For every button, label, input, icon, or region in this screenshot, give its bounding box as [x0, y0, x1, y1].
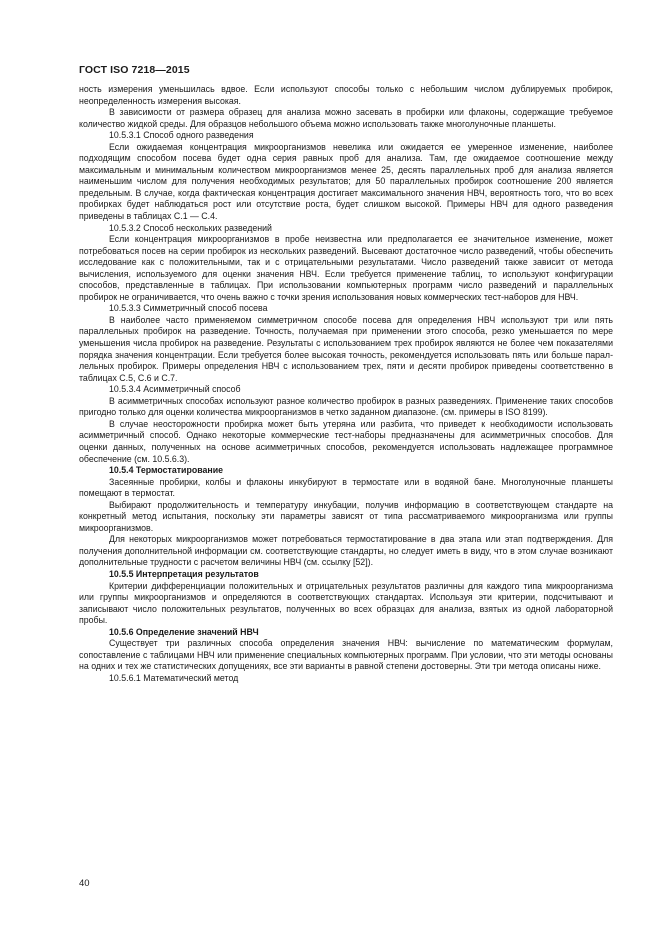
paragraph: Для некоторых микроорганизмов может потребоваться термостатирование в два этапа или этап подтверждения. Для получения дополнительной информации см. соответствующие стандарты, но следует иметь в виду, что в этом случае возникают дополнительные трудности с расчетом величины НВЧ (см. ссылку [52]).	[79, 534, 613, 568]
page-body	[79, 84, 613, 684]
paragraph: 10.5.6.1 Математический метод	[109, 672, 239, 683]
section-heading: 10.5.4 Термостатирование	[109, 465, 223, 476]
paragraph: 10.5.3.3 Симметричный способ посева	[109, 303, 268, 314]
paragraph: Если концентрация микроорганизмов в пробе неизвестна или предполагается ее значительное изменение, может потребоваться посев на серии пробирок из нескольких разведений. Высевают достаточное число разведений, чтобы обеспечить исследование как с положительными, так и с отрицательными результатами. Число разведений также зависит от метода вычисления, используемого для оценки значения НВЧ. Если требуется применение таблиц, то используют конфигурации способов, представленные в таблицах. При использовании компьютерных программ число разведений и параллельных пробирок не ограничивается, что очень важно с точки зрения использования новых коммерческих тест-наборов для НВЧ.	[79, 234, 613, 302]
page-header: ГОСТ ISO 7218—2015	[79, 64, 190, 76]
page-number: 40	[79, 878, 90, 889]
paragraph: Критерии дифференциации положительных и отрицательных результатов различны для каждого типа микроорганизма или группы микроорганизмов и определяются в соответствующих стандартах. Используя эти критерии, подсчитывают и записывают число положительных результатов, полученных во всех образцах для анализа, взятых из одной лабораторной пробы.	[79, 580, 613, 626]
paragraph: Засеянные пробирки, колбы и флаконы инкубируют в термостате или в водяной бане. Многолуночные планшеты помещают в термостат.	[79, 476, 613, 499]
paragraph: ность измерения уменьшилась вдвое. Если используют способы только с небольшим числом дублируемых пробирок, неопределенность измерения высокая.	[79, 84, 613, 106]
paragraph: В случае неосторожности пробирка может быть утеряна или разбита, что приведет к необходимости использовать асимметричный способ. Однако некоторые коммерческие тест-наборы предназначены для асимметричных способов. Для оценки данных, полученных на основе асимметричных способов, рекомендуется использовать надлежащее программное обеспечение (см. 10.5.6.3).	[79, 418, 613, 464]
paragraph: Выбирают продолжительность и температуру инкубации, получив информацию в соответствующем стандарте на конкретный метод испытания, поскольку эти параметры зависят от типа рассматриваемого микроорганизма или группы микроорганизмов.	[79, 499, 613, 533]
paragraph: В зависимости от размера образец для анализа можно засевать в пробирки или флаконы, содержащие требуемое количество жидкой среды. Для образцов небольшого объема можно использовать также многолуночные планшеты.	[79, 107, 613, 129]
paragraph: 10.5.3.1 Способ одного разведения	[109, 130, 254, 141]
paragraph: 10.5.3.2 Способ нескольких разведений	[109, 222, 272, 233]
section-heading: 10.5.5 Интерпретация результатов	[109, 568, 259, 579]
paragraph: В наиболее часто применяемом симметричном способе посева для определения НВЧ используют три или пять параллельных пробирок на разведение. Точность, получаемая при применении этого способа, резко уменьшается по мере уменьшения числа пробирок на разведение. Результаты с использованием трех пробирок являются не более чем показателями порядка значения концентрации. Если требуется более высокая точность, рекомендуется использовать пять или больше параллельных пробирок. Примеры определения НВЧ с использованием трех, пяти и десяти пробирок приведены соответственно в таблицах С.5, С.6 и С.7.	[79, 314, 613, 383]
paragraph: В асимметричных способах используют разное количество пробирок в разных разведениях. Применение таких способов пригодно только для оценки количества микроорганизмов в четко заданном диапазоне. (см. примеры в ISO 8199).	[79, 395, 613, 418]
paragraph: Существует три различных способа определения значения НВЧ: вычисление по математическим формулам, сопоставление с таблицами НВЧ или применение специальных компьютерных программ. При условии, что эти методы основаны на одних и тех же статистических допущениях, все эти варианты в равной степени достоверны. Эти три метода описаны ниже.	[79, 638, 613, 672]
section-heading: 10.5.6 Определение значений НВЧ	[109, 626, 259, 637]
paragraph: 10.5.3.4 Асимметричный способ	[109, 384, 241, 395]
paragraph: Если ожидаемая концентрация микроорганизмов невелика или ожидается ее умеренное изменение, наиболее подходящим способом посева будет одна серия равных проб для анализа. Там, где ожидаемое соотношение между максимальным и минимальным количеством микроорганизмов менее 25, десять параллельных проб для анализа является наименьшим числом для получения необходимых результатов; для 50 параллельных пробирок соотношение 200 является предельным. В случае, когда фактическая концентрация достигает максимального значения НВЧ, вероятность того, что во всех пробирках будет наблюдаться рост или отсутствие роста, будет слишком высокой. Примеры НВЧ для одного разведения приведены в таблицах С.1 — С.4.	[79, 141, 613, 222]
